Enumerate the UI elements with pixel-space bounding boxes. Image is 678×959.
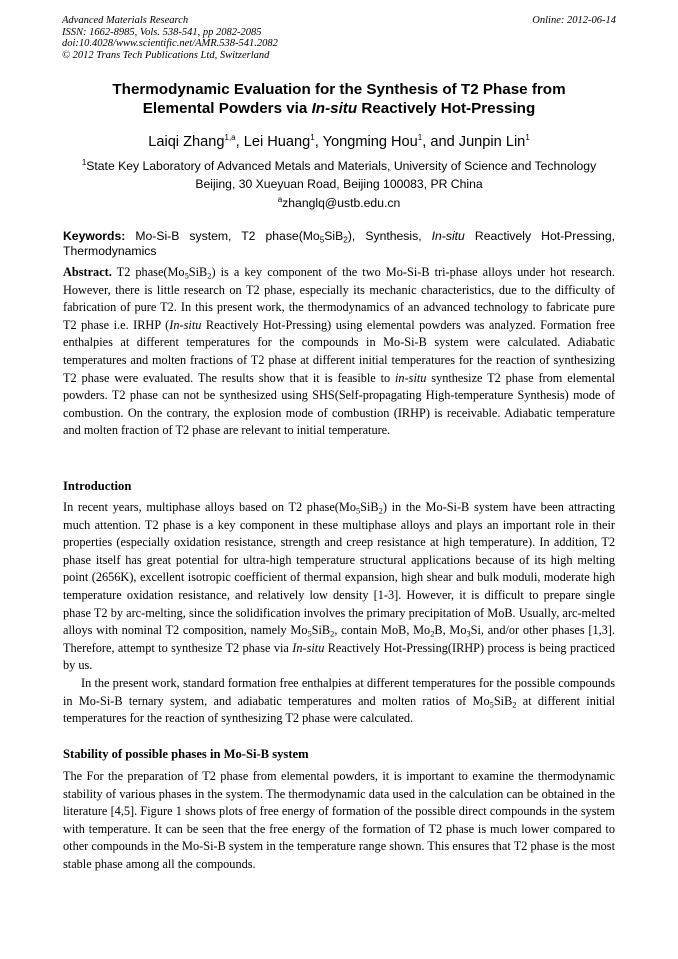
title-line-1: Thermodynamic Evaluation for the Synthesis of T2 Phase from xyxy=(112,81,566,98)
keywords-label: Keywords: xyxy=(63,229,126,243)
body-text: SiB xyxy=(360,500,379,514)
subscript: 3 xyxy=(466,629,471,639)
body-text: SiB xyxy=(493,693,513,708)
affiliation-line-2: Beijing, 30 Xueyuan Road, Beijing 100083, PR China xyxy=(195,177,483,192)
title-italic: In-situ xyxy=(311,100,358,117)
abstract xyxy=(63,264,615,440)
abstract-text: Reactively Hot-Pressing) using elemental powders was analyzed. Formation free enthalpies at different temperatures for the compounds in Mo-Si-B system were calculated. Adiabatic temperatures and molten fractions of T2 phase at different initial temperatures for the reaction of synthesizing T2 phase were evaluated. The results show that it is feasible to xyxy=(63,317,615,385)
subscript: 2 xyxy=(378,506,383,516)
abstract-text: T2 phase(Mo xyxy=(111,265,185,279)
abstract-label: Abstract. xyxy=(63,265,112,279)
author-name: Junpin Lin xyxy=(458,133,526,150)
abstract-text: SiB xyxy=(188,265,208,279)
stability-body xyxy=(63,768,615,874)
keywords xyxy=(63,229,615,260)
keywords-italic: In-situ xyxy=(431,229,465,243)
subscript: 2 xyxy=(512,699,517,709)
author-name: Yongming Hou xyxy=(322,133,418,150)
subscript: 5 xyxy=(355,506,361,516)
body-text: B, Mo xyxy=(434,623,467,638)
body-text: In recent years, multiphase alloys based on T2 phase(Mo xyxy=(63,500,356,514)
stability-heading: Stability of possible phases in Mo-Si-B system xyxy=(63,747,309,761)
author-name: Laiqi Zhang xyxy=(148,133,225,150)
body-text: , contain MoB, Mo xyxy=(334,623,431,638)
title-text: Reactively Hot-Pressing xyxy=(357,100,536,117)
stability-paragraph: The For the preparation of T2 phase from elemental powders, it is important to examine the thermodynamic stability of various phases in the system. The thermodynamic data used in the calculation can be obtained in the literature [4,5]. Figure 1 shows plots of free energy of formation of the possible direct compounds in the system with temperature. It can be seen that the free energy of the formation of T2 phase is much lower compared to other compounds in the Mo-Si-B system in the temperature range shown. This ensures that T2 phase is the most stable phase among all the compounds. xyxy=(63,769,615,871)
subscript: 2 xyxy=(207,271,212,281)
abstract-italic: In-situ xyxy=(169,317,202,332)
author-email xyxy=(60,192,618,211)
author-affil-mark: 1 xyxy=(525,133,530,142)
online-date: Online: 2012-06-14 xyxy=(532,15,616,26)
affiliation-text: State Key Laboratory of Advanced Metals and Materials, University of Science and Technology xyxy=(86,159,597,174)
email-mark: a xyxy=(277,195,283,204)
author-separator: , and xyxy=(422,133,459,150)
intro-paragraph-1 xyxy=(63,499,615,675)
title-text: Elemental Powders via xyxy=(142,100,312,117)
journal-name: Advanced Materials Research xyxy=(62,15,189,26)
subscript: 5 xyxy=(184,271,189,281)
subscript: 5 xyxy=(319,234,325,245)
copyright-line: © 2012 Trans Tech Publications Ltd, Switzerland xyxy=(62,49,270,61)
body-text: ) in the Mo-Si-B system have been attracting much attention. T2 phase is a key component in these multiphase alloys and plays an important role in their properties (especially oxidation resistance, strength and creep resistance at high temperature). In addition, T2 phase itself has great potential for ultra-high temperature structural applications because of its high melting point (2656K), excellent isotropic coefficient of thermal expansion, high shear and bulk moduli, moderate high temperature oxidation resistance, and relatively low density [1-3]. However, it is difficult to prepare single phase T2 by arc-melting, since the solidification involves the primary precipitation of MoB. Usually, arc-melted alloys with nominal T2 composition, namely Mo xyxy=(63,500,615,638)
keywords-text: Reactively Hot-Pressing, Thermodynamics xyxy=(63,229,615,259)
subscript: 2 xyxy=(343,234,348,245)
abstract-text: synthesize T2 phase from elemental powders. T2 phase can not be synthesized using SHS(Self-propagating High-temperature Synthesis) mode of combustion. On the contrary, the explosion mode of combustion (IRHP) is receivable. Adiabatic temperature and molten fraction of T2 phase are relevant to initial temperature. xyxy=(63,370,615,438)
author-affil-mark: 1 xyxy=(417,133,423,142)
body-text: In the present work, standard formation free enthalpies at different temperatures for the possible compounds in Mo-Si-B ternary system, and adiabatic temperatures and molten ratios of Mo xyxy=(63,675,615,708)
affiliation-line-1 xyxy=(60,154,618,175)
title-line-2 xyxy=(60,99,618,118)
abstract-italic: in-situ xyxy=(395,370,427,385)
introduction-heading: Introduction xyxy=(63,479,132,493)
author-list xyxy=(60,129,618,151)
intro-paragraph-2 xyxy=(63,675,615,728)
keywords-text: Mo-Si-B system, T2 phase(Mo xyxy=(125,229,320,243)
affiliation-mark: 1 xyxy=(81,158,87,167)
doi-line: doi:10.4028/www.scientific.net/AMR.538-541.2082 xyxy=(62,38,278,50)
subscript: 2 xyxy=(330,629,335,639)
author-affil-mark: 1 xyxy=(310,133,315,142)
author-name: Lei Huang xyxy=(243,133,311,150)
subscript: 5 xyxy=(489,699,494,709)
body-text: Reactively Hot-Pressing(IRHP) process is being practiced by us. xyxy=(63,640,616,673)
introduction-body xyxy=(63,499,615,728)
abstract-text: ) is a key component of the two Mo-Si-B tri-phase alloys under hot research. However, there is little research on T2 phase, especially its mechanic characteristics, due to the difficulty of fabrication of pure T2. In this present work, the thermodynamics of an advanced technology to fabricate pure T2 phase i.e. IRHP ( xyxy=(63,265,615,332)
author-separator: , xyxy=(314,133,323,150)
body-text: at different initial temperatures for the reaction of synthesizing T2 phase were calculated. xyxy=(63,693,615,726)
author-affil-mark: 1,a xyxy=(224,133,236,142)
keywords-text: ), Synthesis, xyxy=(347,229,432,243)
affiliation xyxy=(60,154,618,193)
author-separator: , xyxy=(235,133,244,150)
body-text: Si, and/or other phases [1,3]. Therefore, attempt to synthesize T2 phase via xyxy=(63,623,615,655)
journal-header xyxy=(62,15,616,61)
subscript: 2 xyxy=(430,629,435,639)
email-address: zhanglq@ustb.edu.cn xyxy=(282,196,401,211)
body-text: SiB xyxy=(311,623,331,638)
subscript: 5 xyxy=(307,629,312,639)
keywords-text: SiB xyxy=(324,229,344,243)
body-italic: In-situ xyxy=(292,640,325,655)
paper-title xyxy=(60,80,618,118)
issn-line: ISSN: 1662-8985, Vols. 538-541, pp 2082-2085 xyxy=(62,26,262,38)
